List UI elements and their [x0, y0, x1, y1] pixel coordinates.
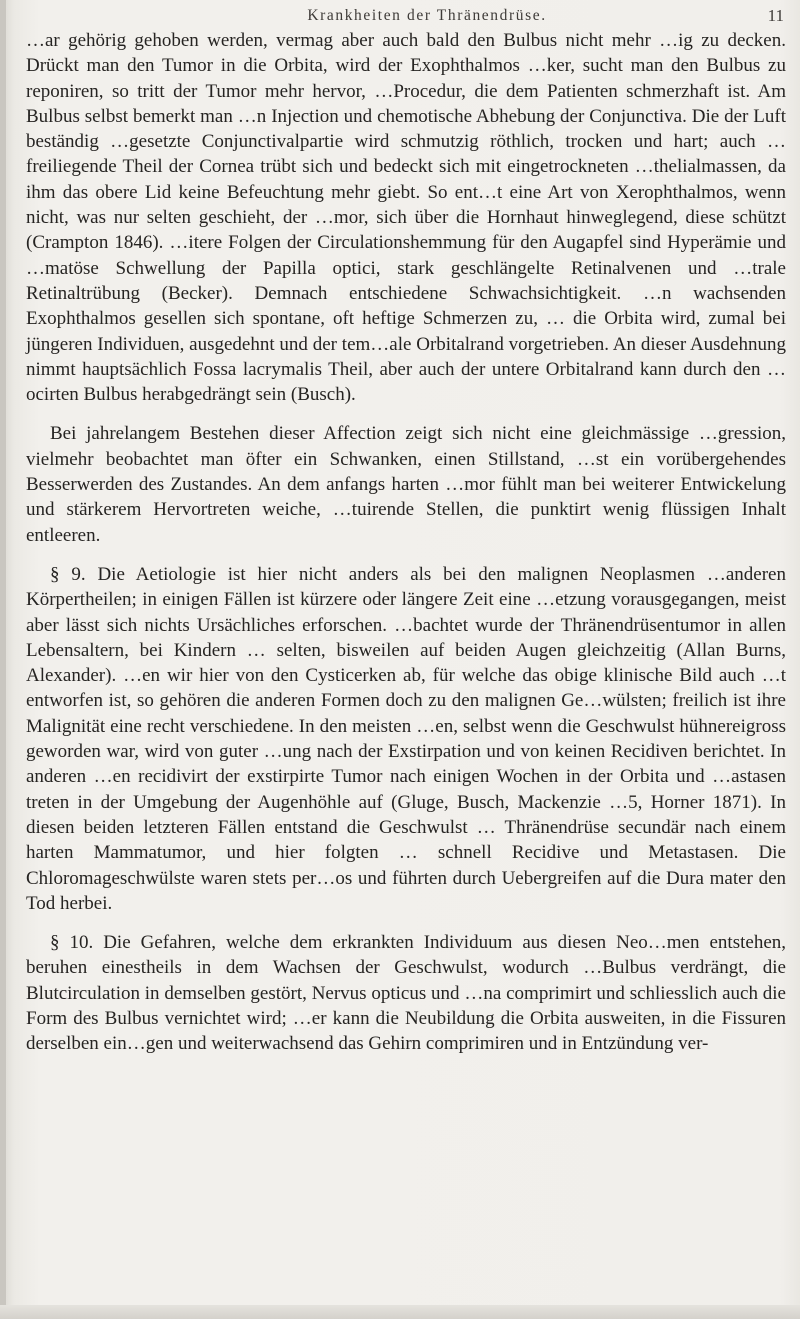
paragraph-dangers: § 10. Die Gefahren, welche dem erkrankten Individuum aus diesen Neo…men entstehen, beruhen einestheils in dem Wachsen der Geschwulst, wodurch …Bulbus verdrängt, die Blutcirculation in demselben gestört, Nervus opticus und …na comprimirt und schliesslich auch die Form des Bulbus vernichtet wird; …er kann die Neubildung die Orbita ausweiten, in die Fissuren derselben ein…gen und weiterwachsend das Gehirn comprimiren und in Entzündung ver- — [26, 932, 786, 1055]
paragraph-symptoms: …ar gehörig gehoben werden, vermag aber auch bald den Bulbus nicht mehr …ig zu decken. Drückt man den Tumor in die Orbita, wird der Exophthalmos …ker, sucht man den Bulbus zu reponiren, so tritt der Tumor mehr hervor, …Procedur, die dem Patienten schmerzhaft ist. Am Bulbus selbst bemerkt man …n Injection und chemotische Abhebung der Conjunctiva. Die der Luft beständig …gesetzte Conjunctivalpartie wird schmutzig röthlich, trocken und hart; auch … freiliegende Theil der Cornea trübt sich und bedeckt sich mit eingetrockneten …thelialmassen, da ihm das obere Lid keine Befeuchtung mehr giebt. So ent…t eine Art von Xerophthalmos, wenn nicht, was nur selten geschieht, der …mor, sich über die Hornhaut hinweglegend, diese schützt (Crampton 1846). …itere Folgen der Circulationshemmung für den Augapfel sind Hyperämie und …matöse Schwellung der Papilla optici, stark geschlängelte Retinalvenen und …trale Retinaltrübung (Becker). Demnach entschiedene Schwachsichtigkeit. …n wachsenden Exophthalmos gesellen sich spontane, oft heftige Schmerzen zu, … die Orbita wird, zumal bei jüngeren Individuen, ausgedehnt und der tem…ale Orbitalrand vorgetrieben. An dieser Ausdehnung nimmt hauptsächlich Fossa lacrymalis Theil, aber auch der untere Orbitalrand kann durch den …ocirten Bulbus herabgedrängt sein (Busch). — [26, 30, 786, 406]
header-title: Krankheiten der Thränendrüse. — [307, 7, 547, 24]
paragraph-aetiology: § 9. Die Aetiologie ist hier nicht anders als bei den malignen Neoplasmen …anderen Körpertheilen; in einigen Fällen ist kürzere oder längere Zeit eine …etzung vorausgegangen, meist aber lässt sich nichts Ursächliches erforschen. …bachtet wurde der Thränendrüsentumor in allen Lebensaltern, bei Kindern … selten, bisweilen auf beiden Augen gleichzeitig (Allan Burns, Alexander). …en wir hier von den Cysticerken ab, für welche das obige klinische Bild auch …t entworfen ist, so gehören die anderen Formen doch zu den malignen Ge…wülsten; freilich ist ihre Malignität eine recht verschiedene. In den meisten …en, selbst wenn die Geschwulst hühnereigross geworden war, wird von guter …ung nach der Exstirpation und von keinen Recidiven berichtet. In anderen …en recidivirt der exstirpirte Tumor nach einigen Wochen in der Orbita und …astasen treten in der Umgebung der Augenhöhle auf (Gluge, Busch, Mackenzie …5, Horner 1871). In diesen beiden letzteren Fällen entstand die Geschwulst … Thränendrüse secundär nach einem harten Mammatumor, und hier folgten … schnell Recidive und Metastasen. Die Chloromageschwülste waren stets per…os und führten durch Uebergreifen auf die Dura mater den Tod herbei. — [26, 563, 786, 914]
page-gutter-edge — [0, 0, 6, 1319]
body-text — [26, 28, 786, 1057]
page-number: 11 — [767, 6, 784, 25]
page-bottom-edge — [0, 1305, 800, 1319]
running-header — [70, 6, 784, 28]
paragraph-progression: Bei jahrelangem Bestehen dieser Affection zeigt sich nicht eine gleichmässige …gression, vielmehr beobachtet man öfter ein Schwanken, einen Stillstand, …st ein vorübergehendes Besserwerden des Zustandes. An dem anfangs harten …mor fühlt man bei weiterer Entwickelung und stärkerem Hervortreten weiche, …tuirende Stellen, die punktirt wenig flüssigen Inhalt entleeren. — [26, 423, 786, 546]
